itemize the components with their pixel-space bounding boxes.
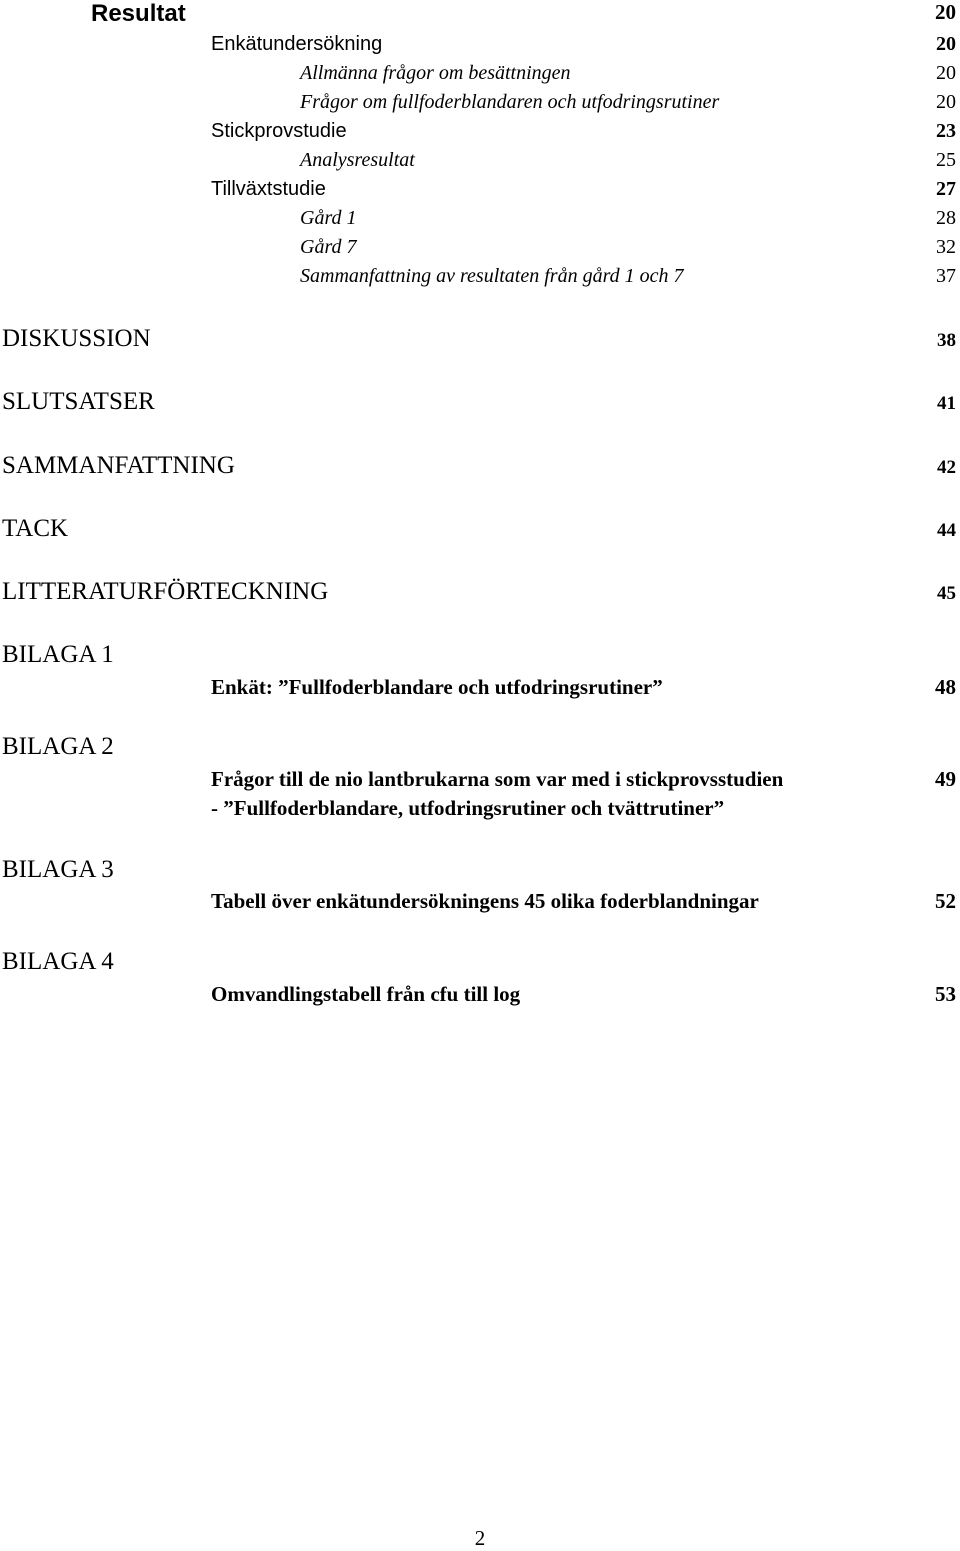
toc-entry-bilaga-4-title — [0, 982, 960, 1012]
toc-page-number: 25 — [936, 149, 956, 171]
toc-entry-sammanfattning — [0, 452, 960, 482]
appendix-title: Tabell över enkätundersökningens 45 olika foderblandningar — [211, 889, 759, 913]
toc-label: Resultat — [91, 0, 186, 27]
toc-page-number: 37 — [936, 265, 956, 287]
toc-label: Gård 7 — [300, 236, 357, 258]
toc-page-number: 42 — [937, 457, 956, 478]
toc-label: DISKUSSION — [2, 325, 151, 352]
toc-entry-slutsatser — [0, 388, 960, 418]
toc-page-number: 20 — [936, 33, 956, 55]
appendix-label: BILAGA 2 — [2, 733, 114, 760]
toc-label: LITTERATURFÖRTECKNING — [2, 578, 329, 605]
toc-label: Analysresultat — [300, 149, 415, 171]
toc-label: Tillväxtstudie — [211, 178, 326, 200]
toc-entry-allmanna-fragor — [0, 62, 960, 92]
toc-entry-litteraturforteckning — [0, 578, 960, 608]
toc-entry-bilaga-2-title — [0, 767, 960, 797]
toc-label: Stickprovstudie — [211, 120, 347, 142]
toc-page-number: 20 — [935, 0, 956, 24]
toc-entry-bilaga-1-label — [0, 641, 960, 671]
toc-label: Frågor om fullfoderblandaren och utfodringsrutiner — [300, 91, 720, 113]
toc-page-number: 27 — [936, 178, 956, 200]
toc-entry-bilaga-1-title — [0, 675, 960, 705]
toc-page-number: 53 — [935, 982, 956, 1006]
toc-entry-diskussion — [0, 325, 960, 355]
toc-label: Gård 1 — [300, 207, 357, 229]
appendix-label: BILAGA 1 — [2, 641, 114, 668]
toc-page-number: 41 — [937, 393, 956, 414]
appendix-title: Enkät: ”Fullfoderblandare och utfodringsrutiner” — [211, 675, 663, 699]
toc-entry-sammanfattning-gard — [0, 265, 960, 295]
toc-label: TACK — [2, 515, 69, 542]
toc-label: Sammanfattning av resultaten från gård 1 och 7 — [300, 265, 684, 287]
toc-page-number: 20 — [936, 91, 956, 113]
appendix-label: BILAGA 3 — [2, 856, 114, 883]
toc-page-number: 45 — [937, 583, 956, 604]
toc-label: Enkätundersökning — [211, 33, 383, 55]
toc-page-number: 49 — [935, 767, 956, 791]
toc-page-number: 32 — [936, 236, 956, 258]
toc-entry-enkatundersokning — [0, 33, 960, 63]
toc-entry-analysresultat — [0, 149, 960, 179]
toc-entry-fragor-fullfoder — [0, 91, 960, 121]
toc-label: SAMMANFATTNING — [2, 452, 235, 479]
appendix-title-line-2: - ”Fullfoderblandare, utfodringsrutiner och tvättrutiner” — [211, 796, 725, 820]
appendix-title: Omvandlingstabell från cfu till log — [211, 982, 521, 1006]
toc-page-number: 52 — [935, 889, 956, 913]
toc-page-number: 23 — [936, 120, 956, 142]
toc-entry-gard-1 — [0, 207, 960, 237]
appendix-title-line-1: Frågor till de nio lantbrukarna som var med i stickprovsstudien — [211, 767, 784, 791]
toc-page-number: 44 — [937, 520, 956, 541]
toc-page-number: 38 — [937, 330, 956, 351]
toc-page-number: 28 — [936, 207, 956, 229]
appendix-label: BILAGA 4 — [2, 948, 114, 975]
toc-page-number: 48 — [935, 675, 956, 699]
toc-entry-bilaga-2-title-cont — [0, 796, 960, 826]
toc-entry-bilaga-3-title — [0, 889, 960, 919]
toc-label: SLUTSATSER — [2, 388, 155, 415]
toc-label: Allmänna frågor om besättningen — [300, 62, 571, 84]
toc-entry-tillvaxtstudie — [0, 178, 960, 208]
toc-entry-tack — [0, 515, 960, 545]
toc-entry-stickprovstudie — [0, 120, 960, 150]
page-number-footer: 2 — [474, 1526, 486, 1550]
toc-entry-bilaga-2-label — [0, 733, 960, 763]
toc-entry-bilaga-4-label — [0, 948, 960, 978]
toc-entry-gard-7 — [0, 236, 960, 266]
toc-page-number: 20 — [936, 62, 956, 84]
toc-entry-bilaga-3-label — [0, 856, 960, 886]
toc-entry-resultat — [0, 0, 960, 30]
